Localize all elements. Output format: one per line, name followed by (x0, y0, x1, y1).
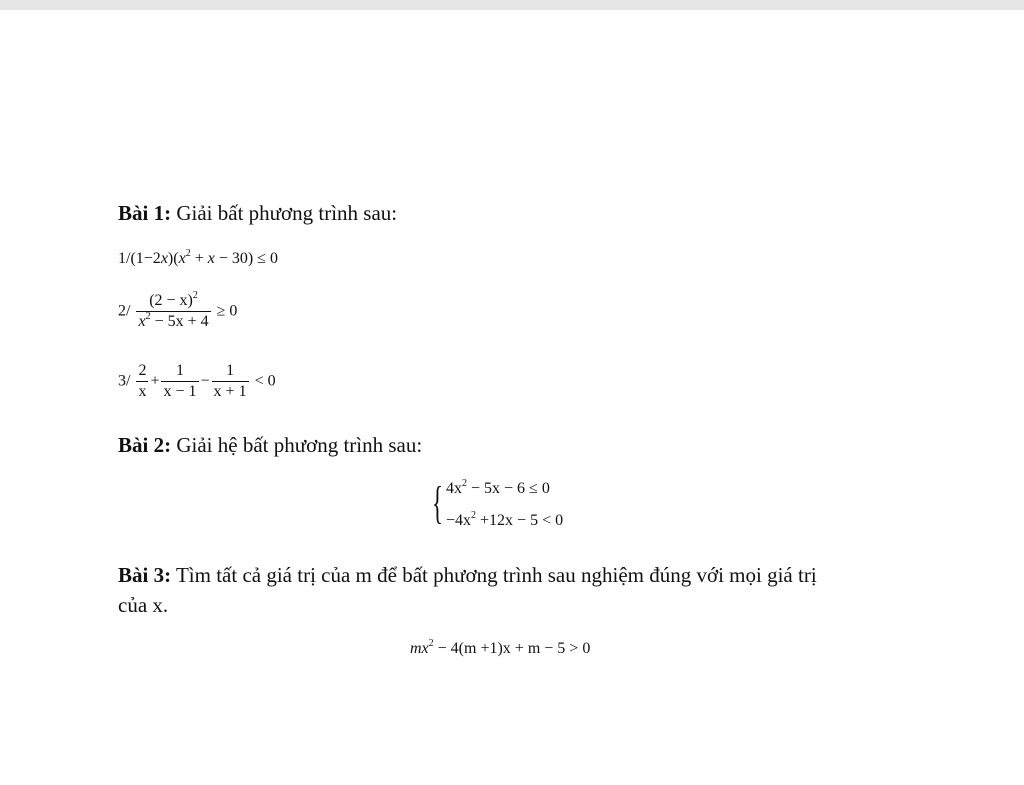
exponent: 2 (471, 510, 477, 521)
denominator: x + 1 (213, 383, 247, 400)
bai3-text-continued: của x. (118, 593, 169, 617)
bai2-label: Bài 2: (118, 433, 172, 457)
expr-part: −4x (446, 512, 472, 529)
exponent: 2 (462, 478, 467, 489)
expr-part: (1−2 (130, 250, 161, 267)
bai1-problem-3 (118, 362, 276, 401)
expr-part: − 5x − 6 ≤ 0 (467, 480, 550, 497)
bai3-label: Bài 3: (118, 563, 172, 587)
var-x: x (207, 250, 215, 267)
bai1-problem-2 (118, 292, 237, 331)
fraction-2 (161, 362, 198, 401)
bai2-heading (118, 432, 422, 458)
expr-part: 4x (446, 480, 462, 497)
numerator: 1 (212, 362, 249, 382)
exponent: 2 (428, 638, 434, 649)
system-row-2 (446, 512, 563, 530)
var-x: x (138, 313, 146, 330)
plus-sign: + (150, 372, 160, 390)
expr-part: − 30) ≤ 0 (214, 250, 278, 267)
bai1-heading (118, 200, 397, 226)
bai3-heading (118, 562, 817, 588)
exponent: 2 (192, 290, 198, 301)
denominator-text: − 5x + 4 (150, 313, 209, 330)
bai1-text: Giải bất phương trình sau: (171, 201, 398, 225)
bai1-label: Bài 1: (118, 201, 172, 225)
exponent: 2 (185, 248, 191, 259)
minus-sign: − (200, 372, 210, 390)
problem-number: 3/ (118, 372, 131, 390)
numerator: 2 (136, 362, 148, 382)
expr-part: mx (410, 640, 429, 657)
rhs: < 0 (254, 372, 276, 390)
denominator (136, 312, 210, 331)
denominator: x (138, 383, 147, 400)
bai1-problem-1 (118, 246, 278, 272)
bai3-equation (410, 636, 590, 662)
expr-part: + (190, 250, 208, 267)
expr-part: +12x − 5 < 0 (476, 512, 564, 529)
system-row-1 (446, 480, 550, 498)
var-x: x (160, 250, 168, 267)
fraction-3 (212, 362, 249, 401)
expr-part: − 4(m +1)x + m − 5 > 0 (433, 640, 591, 657)
problem-number: 2/ (118, 302, 131, 320)
exponent: 2 (145, 311, 151, 322)
problem-number: 1/ (118, 250, 131, 267)
denominator: x − 1 (163, 383, 197, 400)
bai3-text: Tìm tất cả giá trị của m để bất phương trình sau nghiệm đúng với mọi giá trị (171, 563, 817, 587)
numerator-text: (2 − x) (149, 292, 193, 309)
fraction-1 (136, 362, 148, 401)
fraction (136, 292, 210, 331)
rhs: ≥ 0 (216, 302, 238, 320)
numerator (136, 292, 210, 312)
bai2-text: Giải hệ bất phương trình sau: (171, 433, 423, 457)
var-x: x (178, 250, 186, 267)
left-brace: { (432, 477, 444, 528)
numerator: 1 (161, 362, 198, 382)
expr-part: )( (167, 250, 179, 267)
